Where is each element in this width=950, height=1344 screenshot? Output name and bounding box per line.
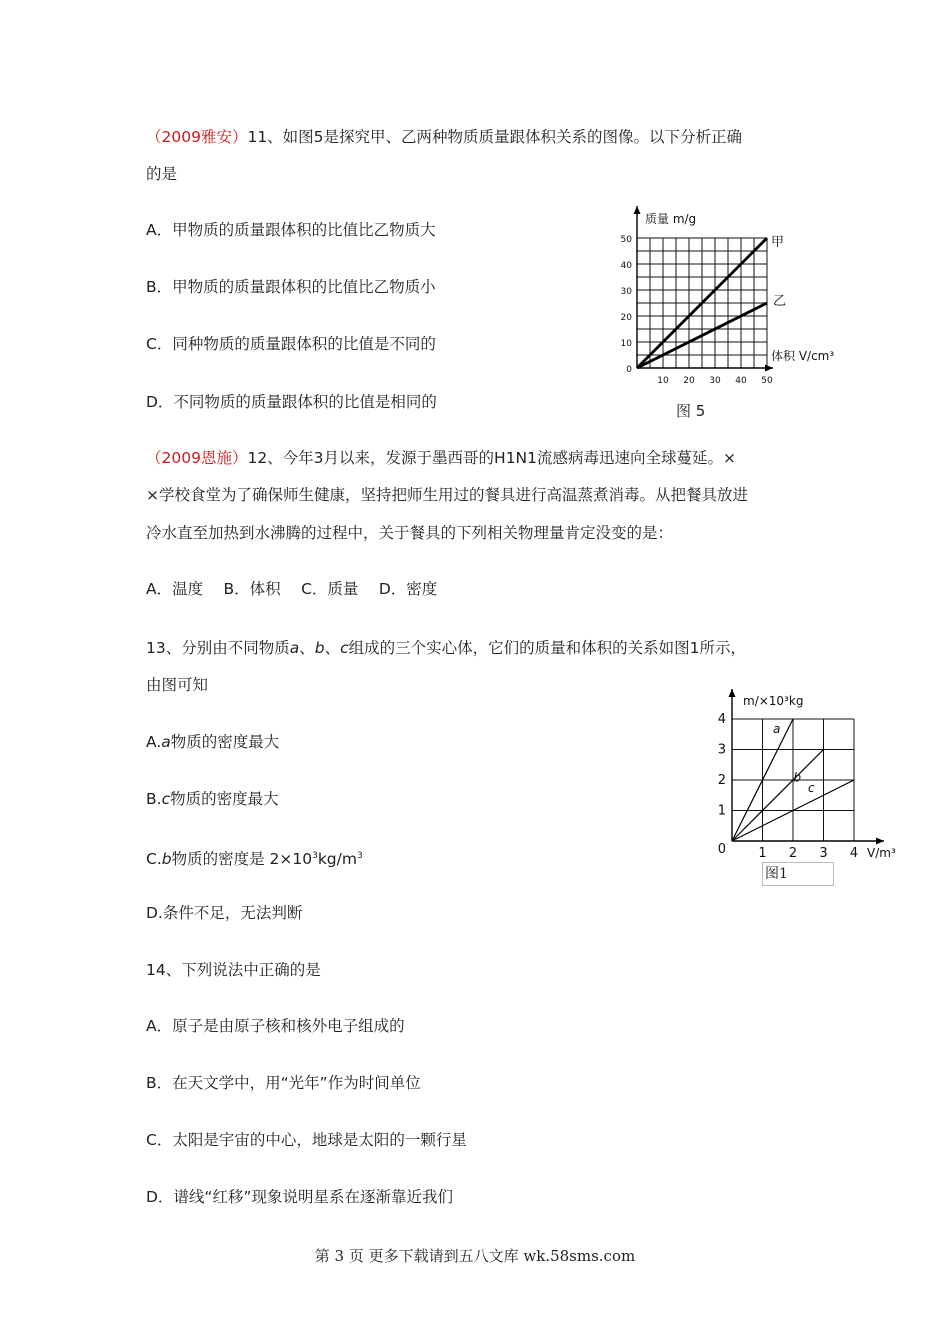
q14-option-c: C．太阳是宇宙的中心，地球是太阳的一颗行星 <box>146 1131 467 1149</box>
x-tick-label: 10 <box>657 376 669 386</box>
series-label-a: a <box>773 722 781 736</box>
q13-option-b <box>146 788 279 810</box>
q13-option-c <box>146 845 363 870</box>
q13-option-d: D.条件不足，无法判断 <box>146 904 303 922</box>
q11-option-d: D．不同物质的质量跟体积的比值是相同的 <box>146 393 437 411</box>
x-tick-label: 4 <box>849 846 859 860</box>
q14-option-d: D．谱线“红移”现象说明星系在逐渐靠近我们 <box>146 1188 453 1206</box>
figure-1-caption: 图1 <box>765 866 788 882</box>
q14-option-b: B．在天文学中，用“光年”作为时间单位 <box>146 1074 421 1092</box>
origin-label: 0 <box>626 365 632 375</box>
unit: kg/m <box>317 850 357 869</box>
x-tick-label: 50 <box>761 376 773 386</box>
q12-stem-line1 <box>146 447 736 469</box>
figure-1-chart <box>712 685 902 860</box>
exponent: 3 <box>312 851 318 861</box>
y-tick-label: 3 <box>717 742 726 758</box>
q13-var-a: a <box>289 639 300 657</box>
q13-stem-line2: 由图可知 <box>146 676 209 694</box>
option-var: c <box>161 790 171 808</box>
q11-option-a: A．甲物质的质量跟体积的比值比乙物质大 <box>146 221 436 239</box>
x-tick-label: 30 <box>709 376 721 386</box>
option-var: a <box>161 733 171 751</box>
option-text: 物质的密度最大 <box>170 733 280 751</box>
q12-stem-line2: ×学校食堂为了确保师生健康，坚持把师生用过的餐具进行高温蒸煮消毒。从把餐具放进 <box>146 486 748 504</box>
q12-stem-text: 12、今年3月以来，发源于墨西哥的H1N1流感病毒迅速向全球蔓延。× <box>247 449 737 467</box>
q14-stem: 14、下列说法中正确的是 <box>146 961 321 979</box>
option-letter: A. <box>146 733 162 751</box>
x-tick-label: 1 <box>758 846 767 860</box>
y-tick-label: 50 <box>620 235 632 245</box>
y-tick-label: 30 <box>620 287 632 297</box>
y-tick-label: 4 <box>717 712 726 727</box>
page-footer: 第 3 页 更多下载请到五八文库 wk.58sms.com <box>314 1247 636 1265</box>
y-tick-label: 10 <box>620 339 632 349</box>
q13-var-b: b <box>314 639 325 657</box>
q11-option-c: C．同种物质的质量跟体积的比值是不同的 <box>146 335 436 353</box>
series-label-甲: 甲 <box>771 235 785 250</box>
series-line-b <box>732 750 824 842</box>
y-axis-label: 质量 m/g <box>645 212 697 226</box>
y-tick-label: 2 <box>717 773 726 788</box>
q13-var-c: c <box>340 639 349 657</box>
x-tick-label: 40 <box>735 376 747 386</box>
series-label-乙: 乙 <box>773 294 787 309</box>
x-axis-label: V/m³ <box>867 846 896 860</box>
x-tick-label: 3 <box>819 846 828 860</box>
y-tick-label: 20 <box>620 313 632 323</box>
q13-stem-start: 13、分别由不同物质 <box>146 639 290 657</box>
q11-stem-line2: 的是 <box>146 165 178 183</box>
figure-5-caption: 图 5 <box>676 402 706 420</box>
q13-option-a <box>146 731 279 753</box>
q13-sep: 、 <box>324 639 341 657</box>
q13-stem-end: 组成的三个实心体，它们的质量和体积的关系如图1所示， <box>348 639 747 657</box>
q12-options: A．温度 B．体积 C．质量 D．密度 <box>146 580 438 598</box>
figure-5-chart <box>605 200 850 390</box>
option-letter: B. <box>146 790 162 808</box>
q11-stem-text: 11、如图5是探究甲、乙两种物质质量跟体积关系的图像。以下分析正确 <box>247 128 743 146</box>
x-axis-arrow <box>876 838 884 845</box>
y-axis-arrow <box>634 206 641 214</box>
y-axis-arrow <box>729 689 736 697</box>
option-text: 物质的密度最大 <box>170 790 279 808</box>
q11-source-tag: （2009雅安） <box>146 128 248 146</box>
series-label-b: b <box>793 770 802 785</box>
q12-stem-line3: 冷水直至加热到水沸腾的过程中，关于餐具的下列相关物理量肯定没变的是： <box>146 524 674 542</box>
q12-source-tag: （2009恩施） <box>146 449 248 467</box>
exponent: 3 <box>356 851 363 861</box>
option-letter: C. <box>146 850 162 869</box>
option-text: 物质的密度是 2×10 <box>171 850 313 869</box>
x-axis-arrow <box>765 365 773 372</box>
q14-option-a: A．原子是由原子核和核外电子组成的 <box>146 1017 405 1035</box>
q11-stem-line1 <box>146 126 742 148</box>
y-tick-label: 1 <box>717 803 726 819</box>
series-label-c: c <box>808 781 815 795</box>
x-axis-label: 体积 V/cm³ <box>771 349 835 363</box>
option-var: b <box>161 850 172 869</box>
x-tick-label: 20 <box>683 376 695 386</box>
y-tick-label: 40 <box>620 261 632 271</box>
y-axis-label: m/×10³kg <box>743 694 804 708</box>
origin-label: 0 <box>717 842 726 857</box>
q11-option-b: B．甲物质的质量跟体积的比值比乙物质小 <box>146 278 436 296</box>
figure-1-caption-box <box>762 862 834 886</box>
q13-stem-line1 <box>146 637 746 659</box>
q13-sep: 、 <box>299 639 315 657</box>
x-tick-label: 2 <box>788 846 798 860</box>
